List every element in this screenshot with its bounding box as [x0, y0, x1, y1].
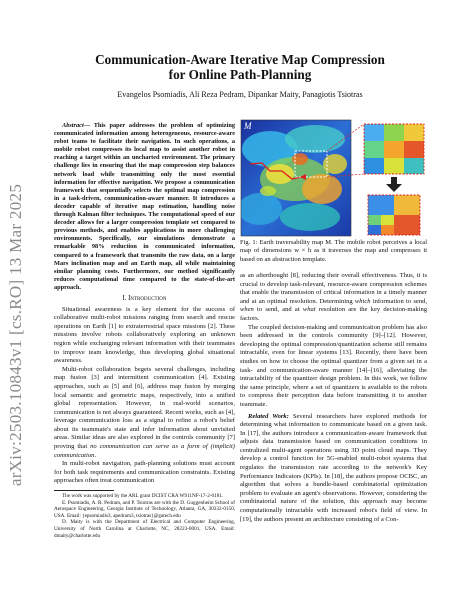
arxiv-identifier-text: arXiv:2503.10843v1 [cs.RO] 13 Mar 2025 [6, 183, 25, 487]
footnote-funding: The work was supported by the ARL grant DCIST CRA W911NF-17-2-0181. [62, 493, 224, 500]
paper-title [70, 52, 410, 82]
author-list: Evangelos Psomiadis, Ali Reza Pedram, Dipankar Maity, Panagiotis Tsiotras [117, 90, 363, 99]
rp1-b: information to send, [370, 297, 427, 305]
rp1-what: what [302, 306, 316, 314]
related-work-heading: Related Work: [248, 412, 289, 420]
right-paragraph-1 [240, 272, 427, 324]
compressed-map [368, 195, 420, 235]
rp1-which: which [354, 297, 371, 305]
footnote-affiliation-gatech: E. Psomiadis, A. R. Pedram, and P. Tsiotras are with the D. Guggenheim School of Aerospace Engineering, Georgia Institute of Technology, Atlanta, GA, 30332-0150, USA. Email: {epsomiadis3, apedram3, tsiotras}@gatech.edu [54, 499, 235, 519]
abstract-lead: Abstract [62, 122, 84, 129]
local-map-detail [364, 124, 424, 174]
earth-map-panel [240, 120, 351, 236]
intro-paragraph-1: Situational awareness is a key element for the success of collaborative multi-robot missions ranging from search and rescue operations on Earth [1] to extraterrestrial space missions [2]. These missions involve robots collaboratively exploring an unknown region while exchanging relevant information with their teammates to improve team knowledge, thus developing global situational awareness. [54, 305, 235, 365]
rp1-when: when [240, 306, 254, 314]
footnote-rule [54, 490, 114, 491]
arxiv-identifier-stamp [4, 170, 28, 500]
rp1-c: to send, and at [253, 306, 303, 314]
compression-arrow-icon [386, 177, 402, 192]
figure-traversability-map [240, 119, 427, 237]
right-column [240, 272, 427, 524]
traversability-map-illustration [240, 119, 427, 237]
intro-p2-text-a: Multi-robot collaboration begets several challenges, including map fusion [3] and intermittent communication [4]. Existing approaches, such as [5] and [6], address map fusion by merging local semantic and geometric maps, respectively, into a unified global representation. However, in real-world scenarios, communication is not always guaranteed. Recent works, such as [4], leverage communication loss as a signal to refine a robot's belief about its teammate's state and infer information about unvisited areas. Similar ideas are also explored in the controls community [7] proving that [54, 365, 235, 451]
right-paragraph-2: The coupled decision-making and communication problem has also been addressed in the controls community [9]–[12]. However, developing the optimal compression/quantization scheme still remains intractable, even for linear systems [13]. Recently, there have been studies on how to choose the optimal quantizer from a given set in a task- and communication-aware manner [14]–[16], alleviating the intractability of the quantizer design problem. In this work, we follow the same principle, where a set of quantizers is available to the robots to compress their perception data before transmitting it to another teammate. [240, 323, 427, 408]
map-panel-label: M [244, 121, 252, 131]
footnote-affiliation-uncc: D. Maity is with the Department of Electrical and Computer Engineering, University of North Carolina at Charlotte, NC, 28223-0001, USA. Email: dmaity@charlotte.edu [54, 519, 235, 539]
title-line-2: for Online Path-Planning [168, 67, 312, 82]
abstract-body: — This paper addresses the problem of optimizing communicated information among heterogeneous, resource-aware robot teams to facilitate their navigation. In such operations, a mobile robot compresses its local map to assist another robot in reaching a target within an uncharted environment. The primary challenge lies in ensuring that the map compression step balances network load while transmitting only the most essential information for effective navigation. We propose a communication framework that sequentially selects the optimal map compression in a task-driven, communication-aware manner. It introduces a decoder capable of iterative map estimation, handling noise through Kalman filter techniques. The computational speed of our decoder allows for a larger compression template set compared to previous methods, and enables applications in more challenging environments. Specifically, our simulations demonstrate a remarkable 98% reduction in communicated information, compared to a framework that transmits the raw data, on a large Mars inclination map and an Earth map, all while maintaining similar planning costs. Furthermore, our method significantly reduces computational time compared to the state-of-the-art approach. [54, 122, 235, 291]
related-work-body: Several researchers have explored methods for determining what information to communicate based on a given task. In [17], the authors introduce a communication-aware framework that adjusts data transmission based on communication conditions in centralized multi-agent operations using 3D point cloud maps. They develop a control function for 5G-enabled multi-robot systems that regulates the transmission rate according to the network's Key Performance Indicators (KPIs). In [18], the authors propose OCBC, an algorithm that solves a bundle-based combinatorial optimization problem to evaluate an agent's observations. However, considering the combinatorial nature of the solution, this approach may become computationally intractable with increased robot's field of view. In [19], the authors present an architecture consisting of a Con- [240, 412, 427, 523]
intro-p2-text-b: . [94, 451, 97, 459]
figure-caption: Fig. 1: Earth traversability map M. The mobile robot perceives a local map of dimensions w × h as it traverses the map and compresses it based on an abstraction template. [240, 239, 427, 263]
rp1-d: resolution are the key decision-making factors. [240, 306, 428, 322]
section-heading-introduction: I. Introduction [122, 294, 167, 302]
rp1-a: as an afterthought [8], reducing their overall effectiveness. Thus, it is crucial to develop task-relevant, resource-aware compression schemes that enable the transmission of critical information in a timely manner and at an optimal resolution. Determining [240, 272, 427, 305]
left-column [54, 122, 235, 539]
related-work-paragraph [240, 413, 427, 525]
intro-p2-italic: no communication can serve as a form of (implicit) communication [54, 443, 235, 459]
intro-paragraph-2 [54, 366, 235, 461]
abstract [54, 122, 235, 292]
intro-paragraph-3: In multi-robot navigation, path-planning solutions must account for both task requirements and communication constraints. Existing approaches often treat communication [54, 460, 235, 485]
title-line-1: Communication-Aware Iterative Map Compression [95, 52, 385, 67]
